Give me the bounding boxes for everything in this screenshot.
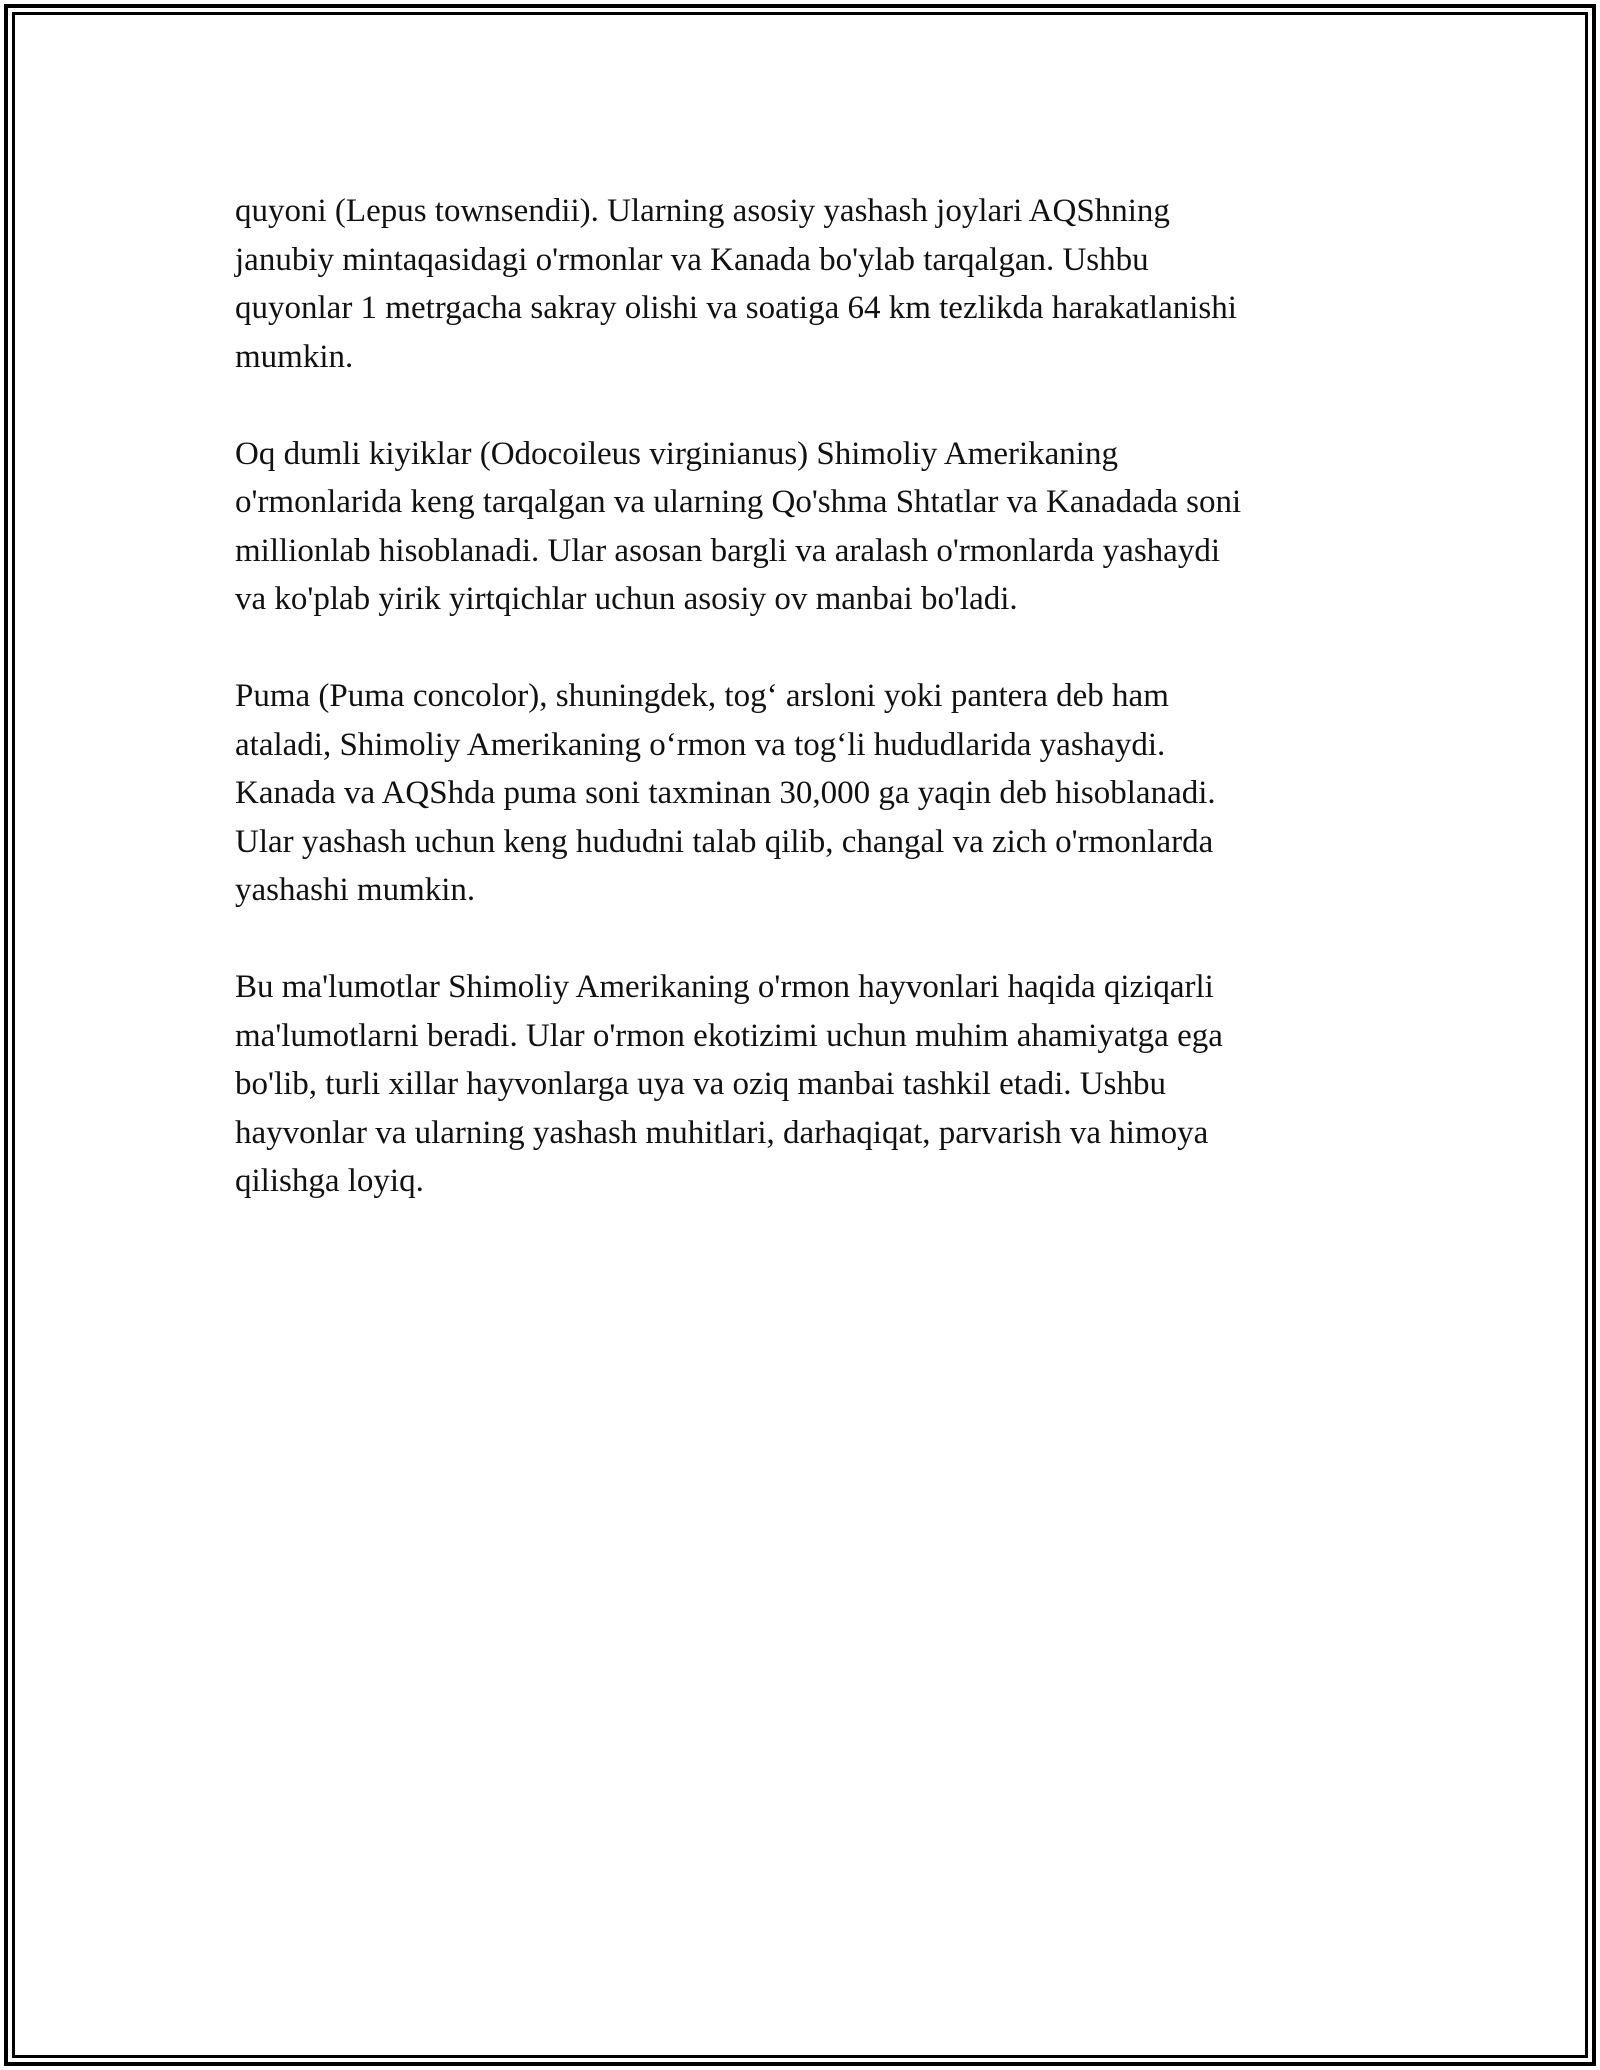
paragraph-hare: quyoni (Lepus townsendii). Ularning asosiy yashash joylari AQShning janubiy mintaqasidagi o'rmonlar va Kanada bo'ylab tarqalgan. Ushbu quyonlar 1 metrgacha sakray olishi va soatiga 64 km tezlikda harakatlanishi mumkin. (235, 193, 1237, 375)
document-body (235, 187, 1365, 1254)
paragraph-puma: Puma (Puma concolor), shuningdek, tog‘ arsloni yoki pantera deb ham ataladi, Shimoliy Amerikaning o‘rmon va tog‘li hududlarida yashaydi. Kanada va AQShda puma soni taxminan 30,000 ga yaqin deb hisoblanadi. Ular yashash uchun keng hududni talab qilib, changal va zich o'rmonlarda yashashi mumkin. (235, 678, 1216, 908)
paragraph-conclusion: Bu ma'lumotlar Shimoliy Amerikaning o'rmon hayvonlari haqida qiziqarli ma'lumotlarni beradi. Ular o'rmon ekotizimi uchun muhim ahamiyatga ega bo'lib, turli xillar hayvonlarga uya va oziq manbai tashkil etadi. Ushbu hayvonlar va ularning yashash muhitlari, darhaqiqat, parvarish va himoya qilishga loyiq. (235, 969, 1223, 1199)
paragraph-white-tailed-deer: Oq dumli kiyiklar (Odocoileus virginianus) Shimoliy Amerikaning o'rmonlarida keng tarqalgan va ularning Qo'shma Shtatlar va Kanadada soni millionlab hisoblanadi. Ular asosan bargli va aralash o'rmonlarda yashaydi va ko'plab yirik yirtqichlar uchun asosiy ov manbai bo'ladi. (235, 435, 1242, 617)
